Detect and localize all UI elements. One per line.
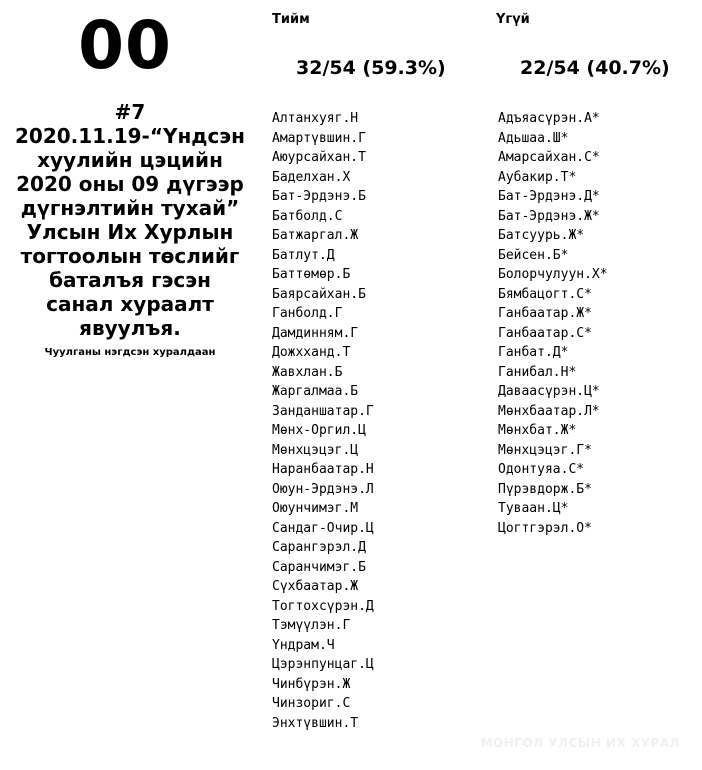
yes-name-item: Занданшатар.Г [272, 403, 374, 419]
no-name-item: Ганбат.Д* [498, 345, 569, 360]
motion-number: #7 [114, 100, 146, 124]
yes-name-item: Цэрэнпунцаг.Ц [272, 657, 374, 672]
yes-column-header: Тийм [272, 12, 310, 27]
yes-name-item: Аюурсайхан.Т [272, 150, 366, 165]
yes-name-item: Саранчимэг.Б [272, 559, 366, 575]
motion-description: 2020.11.19-“Үндсэн хуулийн цэцийн 2020 оны 09 дүгээр дүгнэлтийн тухай” Улсын Их Хурлын тогтоолын төслийг баталъя гэсэн санал хураалт явуулъя. [15, 124, 245, 340]
yes-name-item: Батжаргал.Ж [272, 228, 359, 243]
no-name-item: Адъяасүрэн.А* [498, 111, 600, 126]
watermark: МОНГОЛ УЛСЫН ИХ ХУРАЛ [480, 736, 680, 750]
yes-name-item: Оюун-Эрдэнэ.Л [272, 481, 374, 497]
motion-block [12, 100, 248, 360]
no-name-item: Аубакир.Т* [498, 169, 577, 185]
yes-name-item: Мөнхцэцэг.Ц [272, 442, 359, 458]
yes-name-item: Ганболд.Г [272, 306, 343, 321]
no-name-item: Ганибал.Н* [498, 364, 577, 380]
no-name-item: Адьшаа.Ш* [498, 130, 569, 146]
no-name-item: Бат-Эрдэнэ.Ж* [498, 208, 600, 224]
no-name-item: Бат-Эрдэнэ.Д* [498, 189, 600, 204]
yes-name-item: Жавхлан.Б [272, 364, 343, 380]
yes-name-item: Сүхбаатар.Ж [272, 579, 359, 594]
yes-name-item: Батлут.Д [272, 247, 335, 263]
yes-name-item: Бат-Эрдэнэ.Б [272, 189, 366, 204]
yes-name-item: Мөнх-Оргил.Ц [272, 423, 366, 438]
yes-name-item: Үндрам.Ч [272, 637, 335, 653]
no-name-item: Даваасүрэн.Ц* [498, 384, 600, 399]
no-names-list [498, 109, 608, 538]
yes-name-item: Баделхан.Х [272, 169, 351, 185]
yes-name-item: Жаргалмаа.Б [272, 384, 359, 399]
yes-total: 32/54 (59.3%) [296, 57, 446, 79]
yes-name-item: Энхтүвшин.Т [272, 715, 359, 731]
yes-name-item: Чинзориг.С [272, 696, 351, 711]
yes-name-item: Баттөмөр.Б [272, 267, 351, 282]
no-name-item: Мөнхцэцэг.Г* [498, 442, 592, 458]
yes-name-item: Сандаг-Очир.Ц [272, 520, 374, 536]
no-name-item: Батсуурь.Ж* [498, 228, 585, 243]
session-name: Чуулганы нэгдсэн хуралдаан [44, 347, 216, 358]
yes-name-item: Баярсайхан.Б [272, 286, 366, 302]
yes-name-item: Алтанхуяг.Н [272, 111, 359, 126]
yes-name-item: Тэмүүлэн.Г [272, 618, 351, 633]
yes-name-item: Батболд.С [272, 208, 343, 224]
score-display: 00 [78, 7, 172, 84]
no-name-item: Амарсайхан.С* [498, 150, 600, 165]
no-name-item: Ганбаатар.Ж* [498, 306, 592, 321]
yes-name-item: Дожхханд.Т [272, 345, 351, 360]
no-name-item: Пүрэвдорж.Б* [498, 481, 592, 497]
yes-name-item: Оюунчимэг.М [272, 501, 359, 516]
yes-name-item: Амартүвшин.Г [272, 130, 366, 146]
yes-name-item: Сарангэрэл.Д [272, 540, 366, 555]
no-name-item: Ганбаатар.С* [498, 325, 592, 341]
yes-name-item: Тогтохсүрэн.Д [272, 598, 374, 614]
yes-names-list [272, 109, 374, 733]
no-name-item: Туваан.Ц* [498, 501, 569, 516]
yes-name-item: Наранбаатар.Н [272, 462, 374, 477]
no-name-item: Цогтгэрэл.О* [498, 520, 592, 536]
no-name-item: Одонтуяа.С* [498, 462, 585, 477]
no-name-item: Бейсен.Б* [498, 247, 569, 263]
no-name-item: Бямбацогт.С* [498, 286, 592, 302]
yes-name-item: Чинбүрэн.Ж [272, 676, 351, 692]
no-name-item: Мөнхбат.Ж* [498, 423, 577, 438]
no-total: 22/54 (40.7%) [520, 57, 670, 79]
no-name-item: Мөнхбаатар.Л* [498, 403, 600, 419]
yes-name-item: Дамдинням.Г [272, 325, 359, 341]
no-name-item: Болорчулуун.Х* [498, 267, 608, 282]
no-column-header: Үгүй [496, 12, 530, 27]
